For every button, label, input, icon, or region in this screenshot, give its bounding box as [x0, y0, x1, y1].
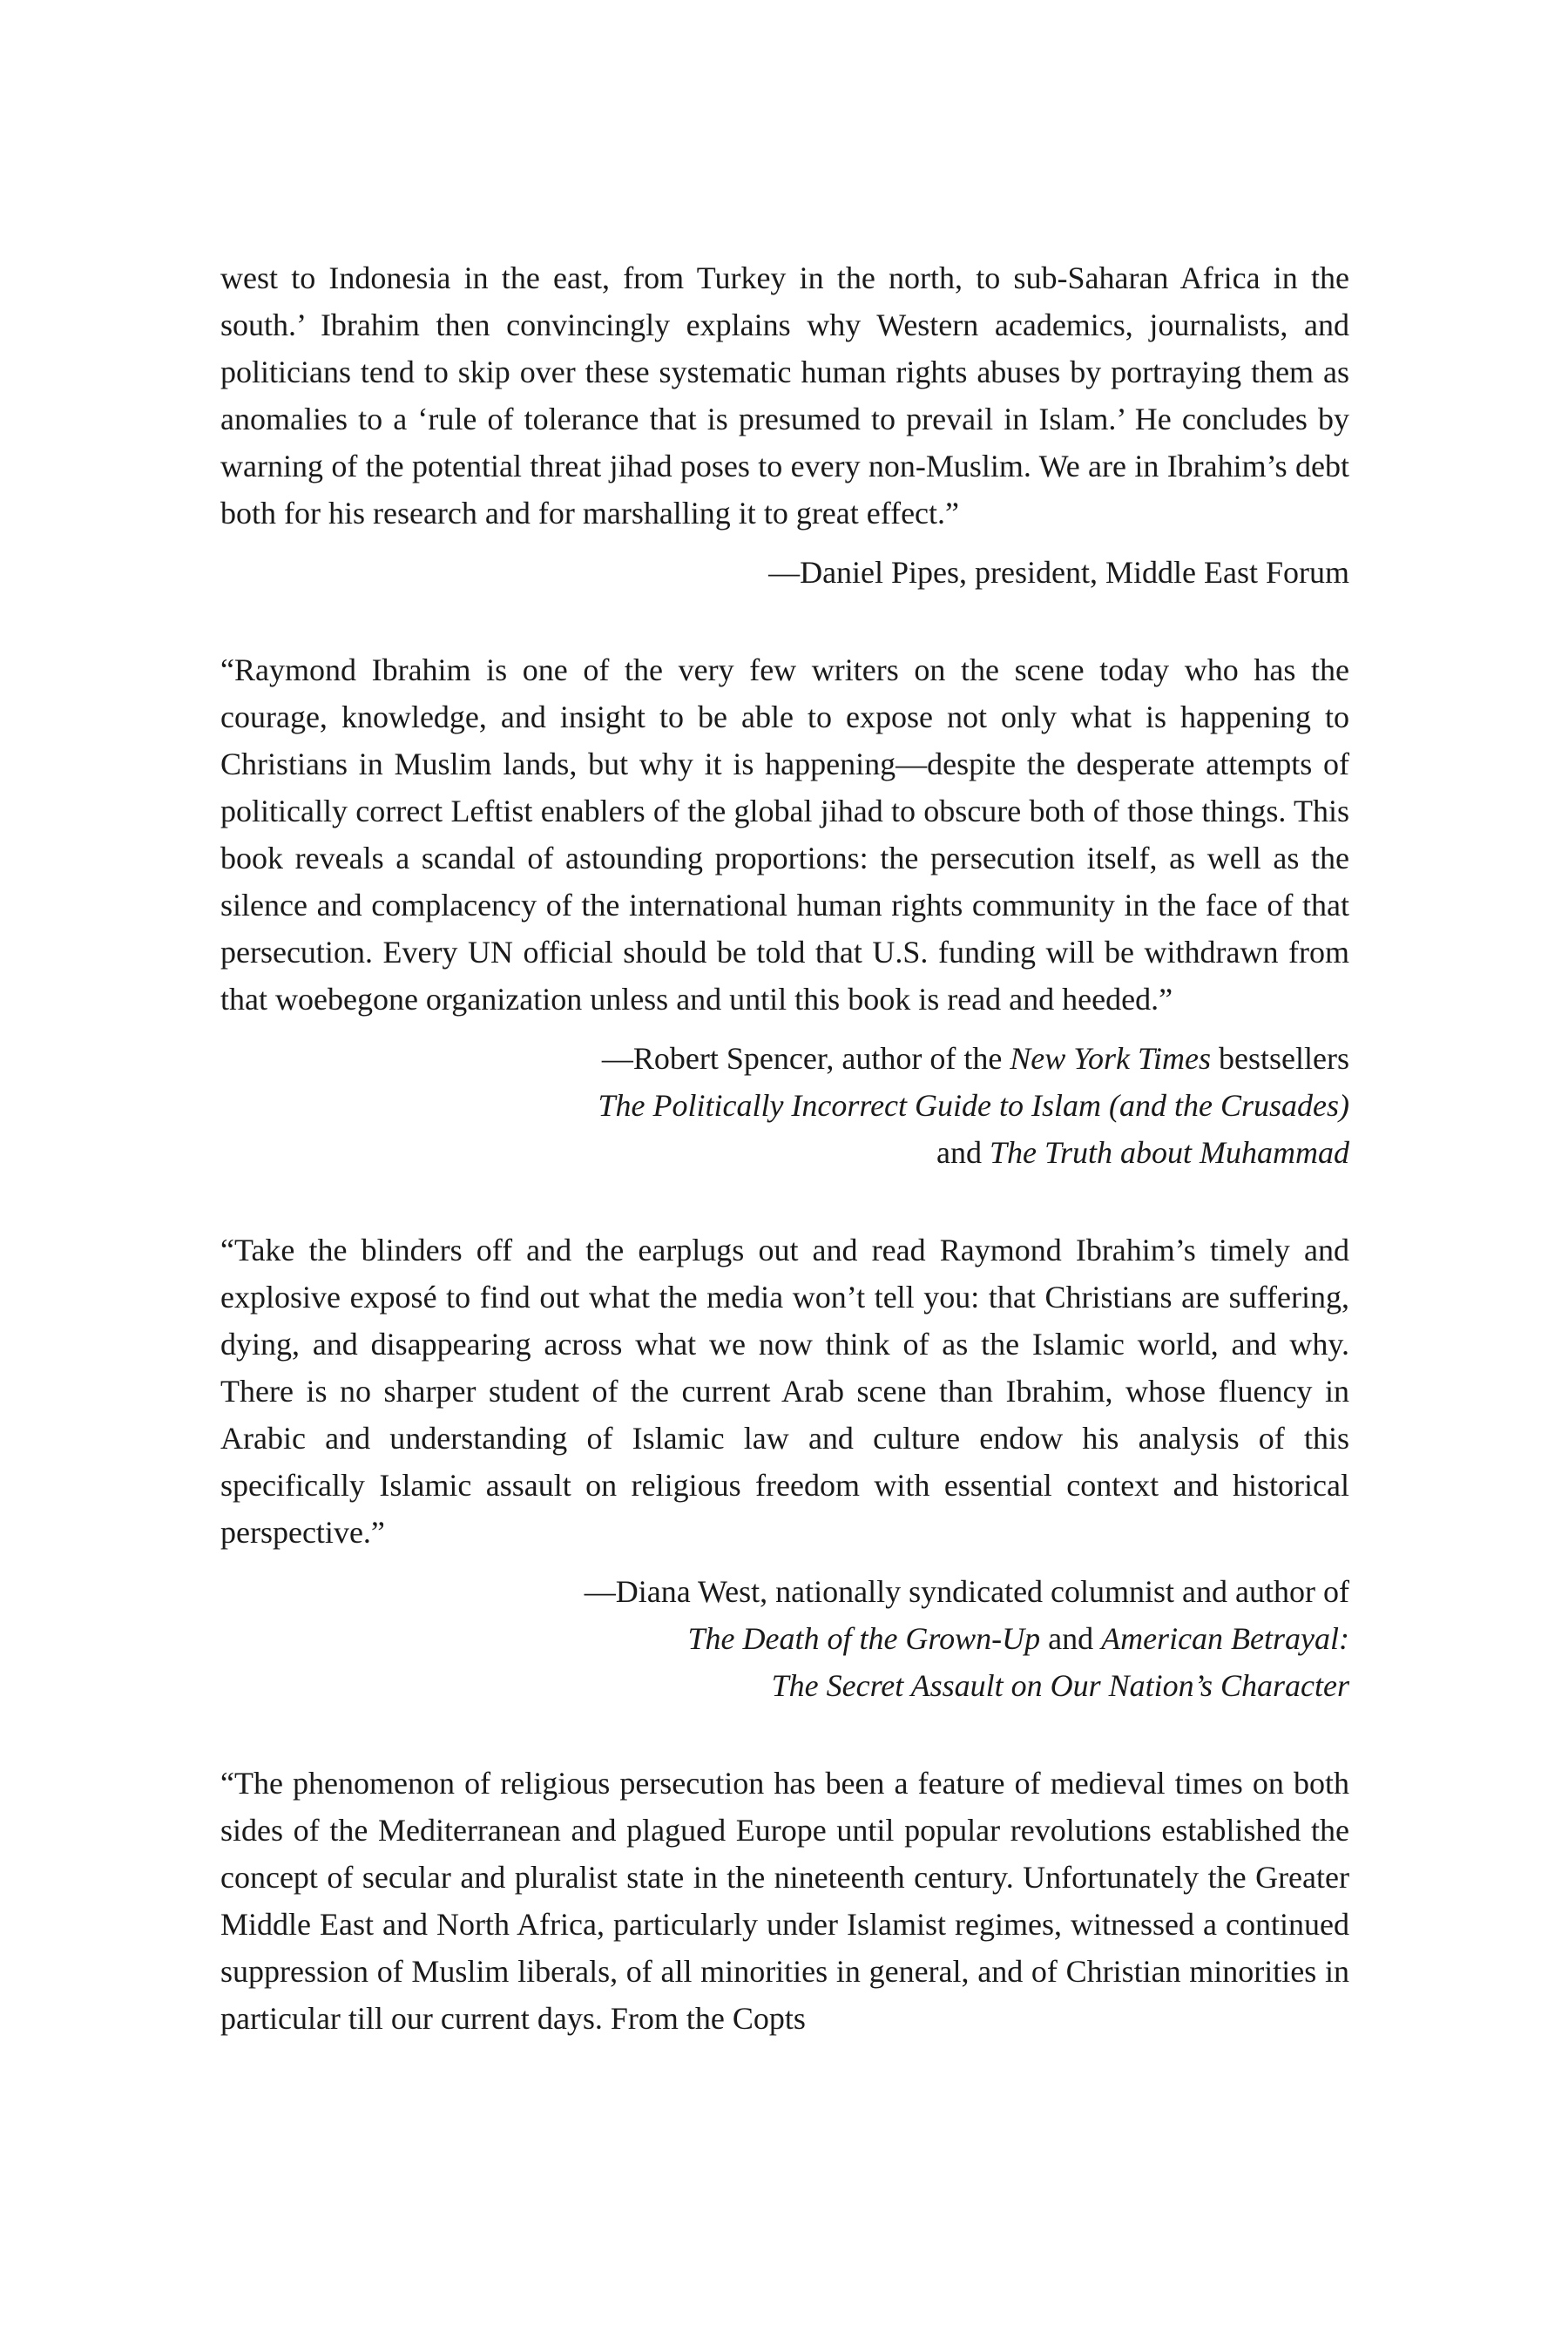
- attribution-line: —Daniel Pipes, president, Middle East Forum: [768, 555, 1349, 590]
- blurb-separator: [220, 1709, 1349, 1760]
- book-title: The Truth about Muhammad: [989, 1135, 1349, 1170]
- blurb-fourth-text: “The phenomenon of religious persecution has been a feature of medieval times on both sides of the Mediterranean and plagued Europe until popular revolutions established the concept of secular and pluralist state in the nineteenth century. Unfortunately the Greater Middle East and North Africa, particularly under Islamist regimes, witnessed a continued suppression of Muslim liberals, of all minorities in general, and of Christian minorities in particular till our current days. From the Copts: [220, 1766, 1349, 2036]
- blurb-spencer-attribution: [220, 1035, 1349, 1176]
- book-page: [220, 254, 1349, 2042]
- book-title: The Politically Incorrect Guide to Islam (and the Crusades): [598, 1088, 1349, 1123]
- book-title: The Secret Assault on Our Nation’s Character: [771, 1668, 1349, 1703]
- attribution-text: bestsellers: [1211, 1041, 1349, 1076]
- blurb-pipes-attribution: [220, 549, 1349, 596]
- attribution-line: [220, 1082, 1349, 1129]
- blurb-west-text: “Take the blinders off and the earplugs out and read Raymond Ibrahim’s timely and explosive exposé to find out what the media won’t tell you: that Christians are suffering, dying, and disappearing across what we now think of as the Islamic world, and why. There is no sharper student of the current Arab scene than Ibrahim, whose fluency in Arabic and understanding of Islamic law and culture endow his analysis of this specifically Islamic assault on religious freedom with essential context and historical perspective.”: [220, 1233, 1349, 1550]
- attribution-line: —Diana West, nationally syndicated columnist and author of: [584, 1574, 1349, 1609]
- blurb-spencer-text: “Raymond Ibrahim is one of the very few writers on the scene today who has the courage, knowledge, and insight to be able to expose not only what is happening to Christians in Muslim lands, but why it is happening—despite the desperate attempts of politically correct Leftist enablers of the global jihad to obscure both of those things. This book reveals a scandal of astounding proportions: the persecution itself, as well as the silence and complacency of the international human rights community in the face of that persecution. Every UN official should be told that U.S. funding will be withdrawn from that woebegone organization unless and until this book is read and heeded.”: [220, 652, 1349, 1017]
- blurb-pipes-text: west to Indonesia in the east, from Turkey in the north, to sub-Saharan Africa in the south.’ Ibrahim then convincingly explains why Western academics, journalists, and politicians tend to skip over these systematic human rights abuses by portraying them as anomalies to a ‘rule of tolerance that is presumed to prevail in Islam.’ He concludes by warning of the potential threat jihad poses to every non-Muslim. We are in Ibrahim’s debt both for his research and for marshalling it to great effect.”: [220, 260, 1349, 531]
- attribution-line: [220, 1662, 1349, 1709]
- attribution-text: and: [1040, 1621, 1102, 1656]
- attribution-line: [220, 1129, 1349, 1176]
- attribution-text: —Robert Spencer, author of the: [601, 1041, 1010, 1076]
- blurb-separator: [220, 1176, 1349, 1227]
- blurb-west-attribution: [220, 1568, 1349, 1709]
- blurb-separator: [220, 596, 1349, 646]
- attribution-line: [220, 1035, 1349, 1082]
- book-title: The Death of the Grown-Up: [687, 1621, 1041, 1656]
- book-title: New York Times: [1010, 1041, 1212, 1076]
- attribution-line: [220, 1615, 1349, 1662]
- book-title: American Betrayal:: [1101, 1621, 1349, 1656]
- attribution-text: and: [936, 1135, 990, 1170]
